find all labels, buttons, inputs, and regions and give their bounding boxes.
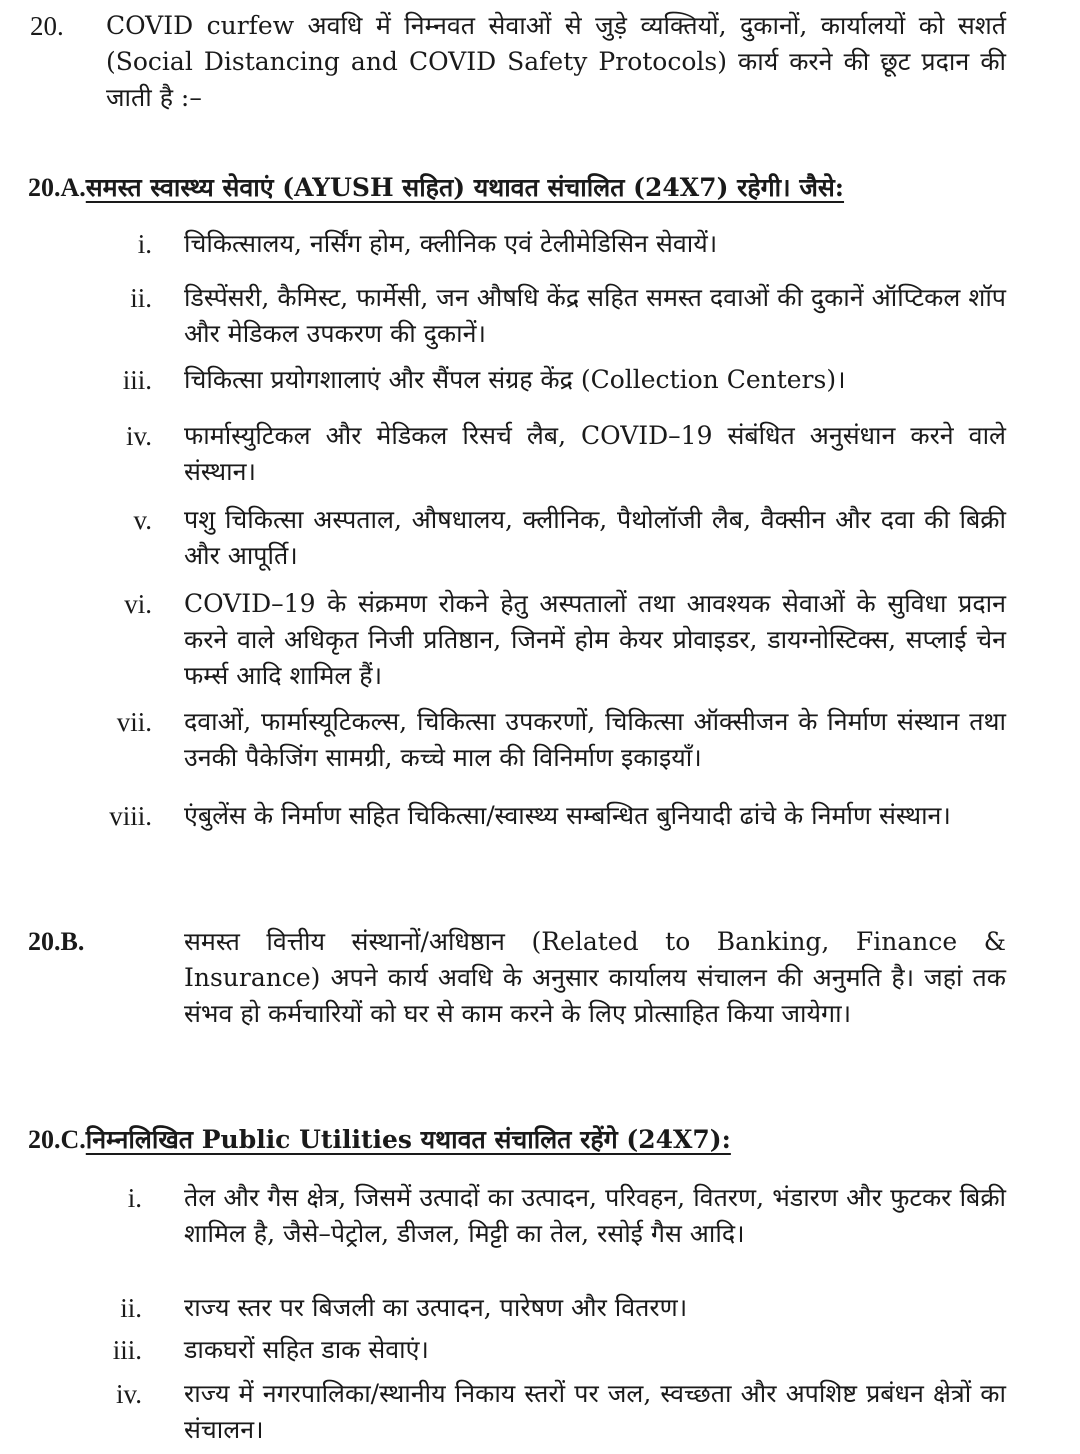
section-c-heading bbox=[28, 1122, 1028, 1158]
section-a-item-roman: iii. bbox=[122, 365, 152, 395]
section-b-text: समस्त वित्तीय संस्थानों/अधिष्ठान (Related to Banking, Finance & Insurance) अपने कार्य अवधि के अनुसार कार्यालय संचालन की अनुमति है। जहां तक संभव हो कर्मचारियों को घर से काम करने के लिए प्रोत्साहित किया जायेगा। bbox=[184, 927, 1006, 1028]
section-c-item-roman: ii. bbox=[120, 1293, 142, 1323]
section-a-item-text: चिकित्सालय, नर्सिंग होम, क्लीनिक एवं टेलीमेडिसिन सेवायें। bbox=[184, 229, 718, 258]
section-a-item-roman: iv. bbox=[126, 421, 152, 451]
section-a-item-text: COVID–19 के संक्रमण रोकने हेतु अस्पतालों तथा आवश्यक सेवाओं के सुविधा प्रदान करने वाले अधिकृत निजी प्रतिष्ठान, जिनमें होम केयर प्रोवाइडर, डायग्नोस्टिक्स, सप्लाई चेन फर्म्स आदि शामिल हैं। bbox=[184, 589, 1006, 690]
section-b-number bbox=[28, 924, 84, 960]
section-a-item-roman: vi. bbox=[124, 589, 152, 619]
section-a-item-text: फार्मास्युटिकल और मेडिकल रिसर्च लैब, COVID–19 संबंधित अनुसंधान करने वाले संस्थान। bbox=[184, 421, 1006, 486]
section-b-number-text: 20.B. bbox=[28, 927, 85, 956]
section-a-item-text: डिस्पेंसरी, कैमिस्ट, फार्मेसी, जन औषधि केंद्र सहित समस्त दवाओं की दुकानें ऑप्टिकल शॉप और मेडिकल उपकरण की दुकानें। bbox=[184, 283, 1006, 348]
section-a-item-roman: viii. bbox=[109, 801, 152, 831]
section-a-item-roman: vii. bbox=[116, 707, 152, 737]
section-a-item-roman: v. bbox=[133, 505, 152, 535]
section-a-heading-text: समस्त स्वास्थ्य सेवाएं (AYUSH सहित) यथावत संचालित (24X7) रहेगी। जैसे: bbox=[85, 173, 845, 202]
section-c-item-text: तेल और गैस क्षेत्र, जिसमें उत्पादों का उत्पादन, परिवहन, वितरण, भंडारण और फुटकर बिक्री शामिल है, जैसे–पेट्रोल, डीजल, मिट्टी का तेल, रसोई गैस आदि। bbox=[184, 1183, 1006, 1248]
section-a-heading bbox=[28, 170, 1028, 206]
section-c-item-text: राज्य स्तर पर बिजली का उत्पादन, पारेषण और वितरण। bbox=[184, 1293, 688, 1322]
section-c-item-roman: iii. bbox=[112, 1335, 142, 1365]
section-a-item-roman: ii. bbox=[130, 283, 152, 313]
section-a-item-text: एंबुलेंस के निर्माण सहित चिकित्सा/स्वास्थ्य सम्बन्धित बुनियादी ढांचे के निर्माण संस्थान। bbox=[184, 801, 951, 830]
section-c-number: 20.C. bbox=[28, 1125, 86, 1154]
intro-text: COVID curfew अवधि में निम्नवत सेवाओं से जुड़े व्यक्तियों, दुकानों, कार्यालयों को सशर्त (Social Distancing and COVID Safety Protocols) कार्य करने की छूट प्रदान की जाती है :– bbox=[106, 11, 1006, 112]
section-c-item-text: डाकघरों सहित डाक सेवाएं। bbox=[184, 1335, 429, 1364]
section-a-item-roman: i. bbox=[137, 229, 152, 259]
section-c-heading-text: निम्नलिखित Public Utilities यथावत संचालित रहेंगे (24X7): bbox=[85, 1125, 731, 1154]
section-a-item-text: दवाओं, फार्मास्यूटिकल्स, चिकित्सा उपकरणों, चिकित्सा ऑक्सीजन के निर्माण संस्थान तथा उनकी पैकेजिंग सामग्री, कच्चे माल की विनिर्माण इकाइयाँ। bbox=[184, 707, 1006, 772]
section-a-number: 20.A. bbox=[28, 173, 86, 202]
section-a-item-text: पशु चिकित्सा अस्पताल, औषधालय, क्लीनिक, पैथोलॉजी लैब, वैक्सीन और दवा की बिक्री और आपूर्ति। bbox=[184, 505, 1006, 570]
section-a-item-text: चिकित्सा प्रयोगशालाएं और सैंपल संग्रह केंद्र (Collection Centers)। bbox=[184, 365, 846, 394]
section-c-item-roman: i. bbox=[127, 1183, 142, 1213]
intro-number: 20. bbox=[30, 11, 64, 41]
section-c-item-roman: iv. bbox=[116, 1379, 142, 1409]
section-c-item-text: राज्य में नगरपालिका/स्थानीय निकाय स्तरों पर जल, स्वच्छता और अपशिष्ट प्रबंधन क्षेत्रों का संचालन। bbox=[184, 1379, 1006, 1444]
